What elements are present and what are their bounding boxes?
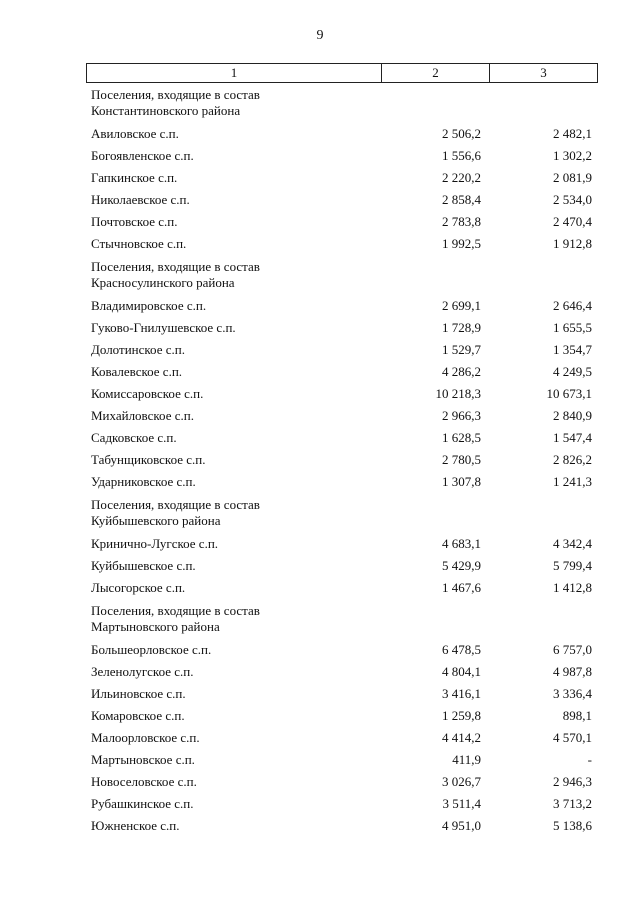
value-col-2: 2 783,8 <box>442 214 481 229</box>
settlement-name: Владимировское с.п. <box>91 298 207 313</box>
table-row <box>86 123 598 145</box>
value-col-3: 1 302,2 <box>553 148 592 163</box>
table-row <box>86 471 598 493</box>
value-col-3: 2 081,9 <box>553 170 592 185</box>
value-col-3: 4 570,1 <box>553 730 592 745</box>
table-row <box>86 533 598 555</box>
settlement-name: Малоорловское с.п. <box>91 730 200 745</box>
settlement-name: Николаевское с.п. <box>91 192 190 207</box>
value-col-3: 1 241,3 <box>553 474 592 489</box>
page-number: 9 <box>316 28 324 43</box>
table-row <box>86 683 598 705</box>
table-row <box>86 189 598 211</box>
table-row <box>86 317 598 339</box>
settlement-name: Рубашкинское с.п. <box>91 796 194 811</box>
settlement-name: Ильиновское с.п. <box>91 686 186 701</box>
header-col-1: 1 <box>87 64 382 82</box>
table-row <box>86 555 598 577</box>
settlement-name: Почтовское с.п. <box>91 214 178 229</box>
table-row <box>86 405 598 427</box>
group-title-line2: Мартыновского района <box>91 619 220 634</box>
group-title-line2: Константиновского района <box>91 103 241 118</box>
value-col-2: 2 699,1 <box>442 298 481 313</box>
value-col-3: 6 757,0 <box>553 642 592 657</box>
value-col-3: 2 534,0 <box>553 192 592 207</box>
value-col-3: 5 799,4 <box>553 558 592 573</box>
settlement-name: Лысогорское с.п. <box>91 580 186 595</box>
value-col-3: 2 470,4 <box>553 214 592 229</box>
group-title-line2: Куйбышевского района <box>91 513 221 528</box>
value-col-3: - <box>587 752 592 767</box>
value-col-3: 1 547,4 <box>553 430 592 445</box>
settlement-name: Табунщиковское с.п. <box>91 452 206 467</box>
value-col-2: 6 478,5 <box>442 642 481 657</box>
value-col-3: 4 987,8 <box>553 664 592 679</box>
group-title-line1: Поселения, входящие в состав <box>91 87 260 102</box>
group-title-line2: Красносулинского района <box>91 275 235 290</box>
value-col-2: 3 416,1 <box>442 686 481 701</box>
table-row <box>86 661 598 683</box>
table-body <box>86 83 598 837</box>
value-col-2: 4 683,1 <box>442 536 481 551</box>
header-col-2: 2 <box>382 64 490 82</box>
table-row <box>86 793 598 815</box>
table-row <box>86 167 598 189</box>
value-col-2: 3 026,7 <box>442 774 481 789</box>
settlement-name: Долотинское с.п. <box>91 342 185 357</box>
table-header <box>86 63 598 83</box>
settlement-name: Новоселовское с.п. <box>91 774 197 789</box>
table-row <box>86 233 598 255</box>
settlement-name: Большеорловское с.п. <box>91 642 212 657</box>
value-col-2: 3 511,4 <box>442 796 481 811</box>
value-col-3: 1 412,8 <box>553 580 592 595</box>
group-title <box>86 493 598 533</box>
table-row <box>86 815 598 837</box>
value-col-2: 1 259,8 <box>442 708 481 723</box>
value-col-2: 5 429,9 <box>442 558 481 573</box>
settlement-name: Михайловское с.п. <box>91 408 194 423</box>
table-row <box>86 361 598 383</box>
table-row <box>86 295 598 317</box>
value-col-2: 2 220,2 <box>442 170 481 185</box>
table-row <box>86 211 598 233</box>
group-title-line1: Поселения, входящие в состав <box>91 259 260 274</box>
value-col-2: 4 804,1 <box>442 664 481 679</box>
value-col-2: 2 506,2 <box>442 126 481 141</box>
value-col-3: 1 655,5 <box>553 320 592 335</box>
value-col-2: 10 218,3 <box>435 386 481 401</box>
value-col-3: 10 673,1 <box>546 386 592 401</box>
value-col-2: 1 529,7 <box>442 342 481 357</box>
settlement-name: Гапкинское с.п. <box>91 170 178 185</box>
settlement-name: Гуково-Гнилушевское с.п. <box>91 320 236 335</box>
group-title <box>86 83 598 123</box>
table-row <box>86 771 598 793</box>
group-title-line1: Поселения, входящие в состав <box>91 497 260 512</box>
settlement-name: Авиловское с.п. <box>91 126 179 141</box>
value-col-3: 3 336,4 <box>553 686 592 701</box>
value-col-2: 4 286,2 <box>442 364 481 379</box>
settlement-name: Мартыновское с.п. <box>91 752 195 767</box>
table-row <box>86 727 598 749</box>
value-col-2: 1 992,5 <box>442 236 481 251</box>
table-row <box>86 383 598 405</box>
settlement-name: Ковалевское с.п. <box>91 364 183 379</box>
value-col-2: 4 951,0 <box>442 818 481 833</box>
value-col-2: 411,9 <box>452 752 481 767</box>
value-col-3: 2 946,3 <box>553 774 592 789</box>
group-title <box>86 255 598 295</box>
table-row <box>86 427 598 449</box>
table-row <box>86 449 598 471</box>
value-col-3: 2 840,9 <box>553 408 592 423</box>
value-col-3: 2 646,4 <box>553 298 592 313</box>
settlement-name: Кринично-Лугское с.п. <box>91 536 219 551</box>
value-col-2: 2 858,4 <box>442 192 481 207</box>
value-col-2: 1 728,9 <box>442 320 481 335</box>
value-col-2: 1 307,8 <box>442 474 481 489</box>
value-col-3: 2 482,1 <box>553 126 592 141</box>
value-col-3: 2 826,2 <box>553 452 592 467</box>
value-col-2: 2 780,5 <box>442 452 481 467</box>
value-col-2: 1 467,6 <box>442 580 481 595</box>
group-title <box>86 599 598 639</box>
settlement-name: Южненское с.п. <box>91 818 180 833</box>
settlement-name: Садковское с.п. <box>91 430 177 445</box>
value-col-3: 1 912,8 <box>553 236 592 251</box>
settlement-name: Зеленолугское с.п. <box>91 664 194 679</box>
table-row <box>86 577 598 599</box>
settlement-name: Богоявленское с.п. <box>91 148 194 163</box>
settlement-name: Стычновское с.п. <box>91 236 187 251</box>
value-col-2: 1 556,6 <box>442 148 481 163</box>
table-row <box>86 705 598 727</box>
value-col-2: 2 966,3 <box>442 408 481 423</box>
value-col-3: 898,1 <box>562 708 592 723</box>
value-col-3: 4 249,5 <box>553 364 592 379</box>
settlement-name: Ударниковское с.п. <box>91 474 196 489</box>
value-col-3: 4 342,4 <box>553 536 592 551</box>
value-col-3: 3 713,2 <box>553 796 592 811</box>
table-row <box>86 749 598 771</box>
settlement-name: Комиссаровское с.п. <box>91 386 204 401</box>
settlement-name: Комаровское с.п. <box>91 708 185 723</box>
header-col-3: 3 <box>540 65 547 80</box>
table-row <box>86 639 598 661</box>
budget-table <box>86 63 598 837</box>
settlement-name: Куйбышевское с.п. <box>91 558 196 573</box>
table-row <box>86 339 598 361</box>
table-row <box>86 145 598 167</box>
value-col-2: 4 414,2 <box>442 730 481 745</box>
value-col-2: 1 628,5 <box>442 430 481 445</box>
value-col-3: 5 138,6 <box>553 818 592 833</box>
value-col-3: 1 354,7 <box>553 342 592 357</box>
group-title-line1: Поселения, входящие в состав <box>91 603 260 618</box>
